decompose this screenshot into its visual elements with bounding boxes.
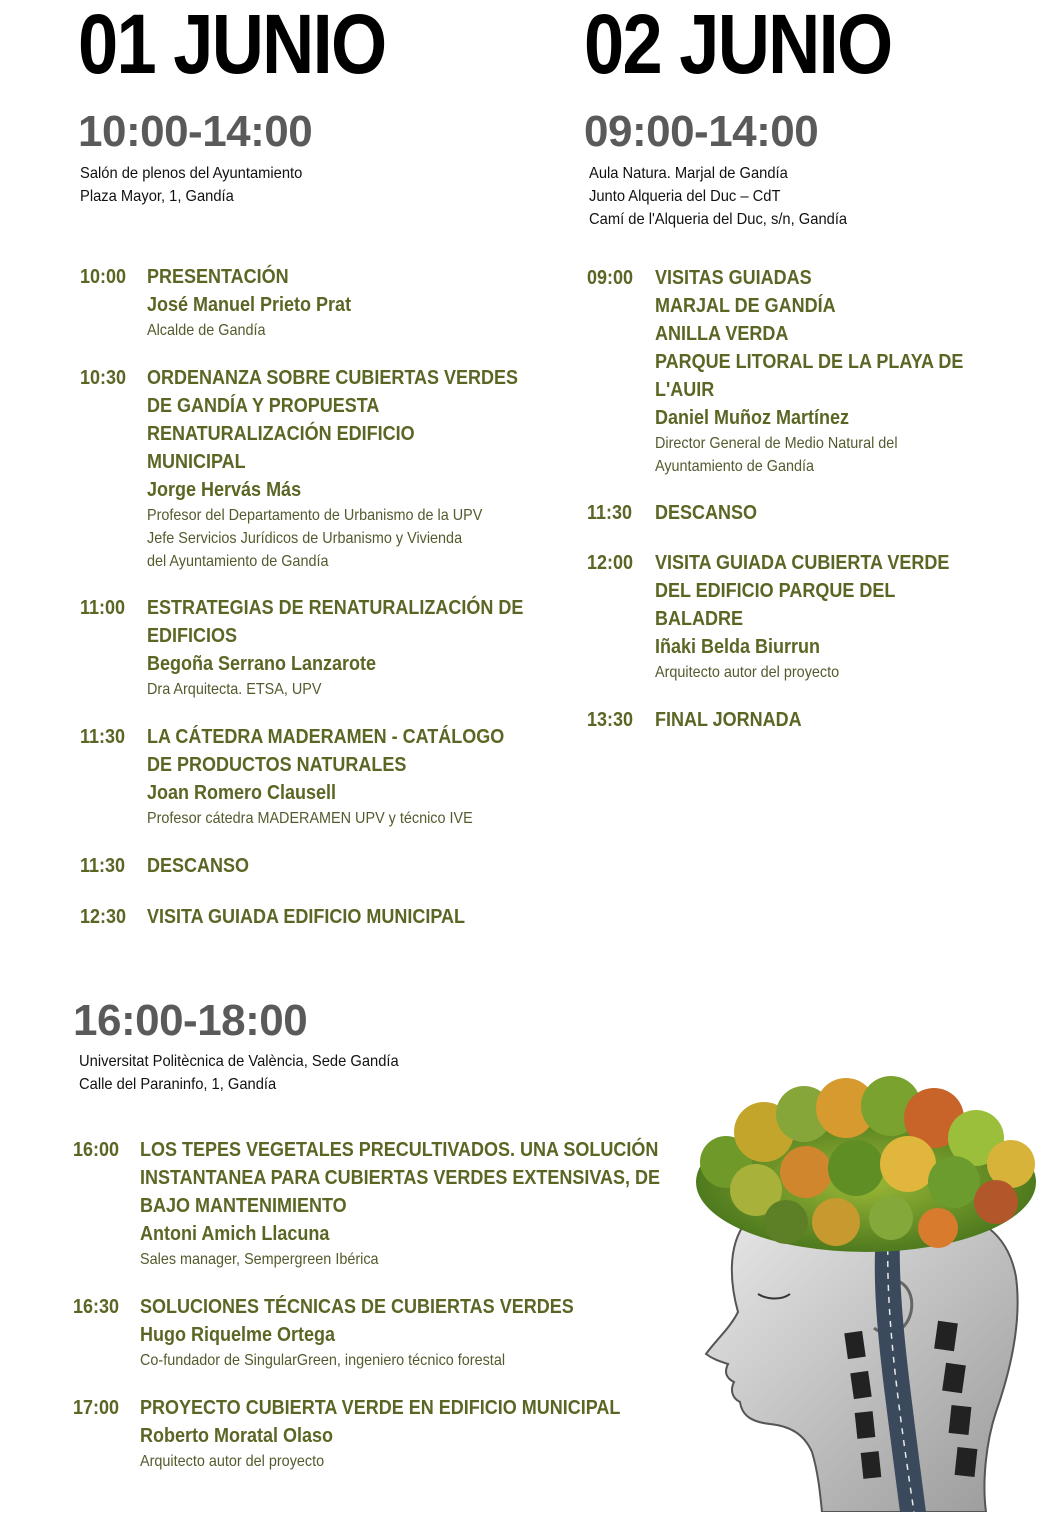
venue-line: Salón de plenos del Ayuntamiento: [80, 165, 303, 182]
item-title-line: DEL EDIFICIO PARQUE DEL: [655, 580, 896, 602]
item-affiliation-line: Arquitecto autor del proyecto: [140, 1453, 325, 1470]
item-time: 11:30: [80, 855, 126, 877]
item-time: 11:30: [80, 726, 126, 748]
item-title-line: INSTANTANEA PARA CUBIERTAS VERDES EXTENSIVAS, DE: [140, 1167, 661, 1189]
item-affiliation-line: Alcalde de Gandía: [147, 322, 266, 339]
item-speaker: Iñaki Belda Biurrun: [655, 636, 821, 658]
item-title-line: PROYECTO CUBIERTA VERDE EN EDIFICIO MUNICIPAL: [140, 1397, 621, 1419]
item-body: [147, 263, 351, 342]
day1-afternoon-venue: [79, 1050, 399, 1096]
venue-line: Camí de l'Alqueria del Duc, s/n, Gandía: [589, 211, 848, 228]
item-title-line: L'AUIR: [655, 379, 715, 401]
item-speaker: Hugo Riquelme Ortega: [140, 1324, 336, 1346]
item-affiliation-line: Profesor del Departamento de Urbanismo de la UPV: [147, 507, 483, 524]
item-affiliation-line: Jefe Servicios Jurídicos de Urbanismo y Vivienda: [147, 530, 463, 547]
item-title-line: BAJO MANTENIMIENTO: [140, 1195, 347, 1217]
item-title-line: VISITA GUIADA EDIFICIO MUNICIPAL: [147, 906, 466, 928]
item-affiliation-line: Ayuntamiento de Gandía: [655, 458, 815, 475]
item-title-line: PARQUE LITORAL DE LA PLAYA DE: [655, 351, 964, 373]
item-body: [655, 264, 963, 478]
item-body: [655, 499, 757, 527]
day2-morning-venue: [589, 162, 847, 231]
item-body: [147, 723, 504, 830]
venue-line: Calle del Paraninfo, 1, Gandía: [79, 1076, 277, 1093]
day1-heading: 01 JUNIO: [78, 0, 386, 91]
item-title-line: LA CÁTEDRA MADERAMEN - CATÁLOGO: [147, 726, 505, 748]
item-title-line: ORDENANZA SOBRE CUBIERTAS VERDES: [147, 367, 519, 389]
item-body: [147, 903, 465, 931]
item-title-line: SOLUCIONES TÉCNICAS DE CUBIERTAS VERDES: [140, 1296, 574, 1318]
venue-line: Universitat Politècnica de València, Sede Gandía: [79, 1053, 399, 1070]
item-time: 09:00: [587, 267, 634, 289]
item-speaker: José Manuel Prieto Prat: [147, 294, 352, 316]
item-title-line: DE PRODUCTOS NATURALES: [147, 754, 407, 776]
item-time: 11:00: [80, 597, 126, 619]
item-body: [655, 706, 802, 734]
item-time: 16:00: [73, 1139, 120, 1161]
item-title-line: MUNICIPAL: [147, 451, 246, 473]
item-affiliation-line: del Ayuntamiento de Gandía: [147, 553, 329, 570]
day1-morning-venue: [80, 162, 302, 208]
item-body: [147, 852, 249, 880]
item-title-line: MARJAL DE GANDÍA: [655, 295, 836, 317]
item-speaker: Roberto Moratal Olaso: [140, 1425, 334, 1447]
item-body: [655, 549, 949, 684]
day2-morning-time: 09:00-14:00: [584, 107, 819, 156]
venue-line: Aula Natura. Marjal de Gandía: [589, 165, 788, 182]
item-title-line: EDIFICIOS: [147, 625, 238, 647]
item-time: 17:00: [73, 1397, 120, 1419]
item-title-line: DE GANDÍA Y PROPUESTA: [147, 395, 380, 417]
item-affiliation-line: Director General de Medio Natural del: [655, 435, 898, 452]
item-time: 10:30: [80, 367, 127, 389]
item-affiliation-line: Sales manager, Sempergreen Ibérica: [140, 1251, 379, 1268]
item-title-line: PRESENTACIÓN: [147, 266, 289, 288]
item-time: 13:30: [587, 709, 634, 731]
venue-line: Junto Alqueria del Duc – CdT: [589, 188, 781, 205]
day1-afternoon-time: 16:00-18:00: [73, 996, 308, 1045]
item-body: [140, 1293, 574, 1372]
item-body: [147, 594, 523, 701]
item-affiliation-line: Dra Arquitecta. ETSA, UPV: [147, 681, 322, 698]
item-title-line: DESCANSO: [655, 502, 758, 524]
venue-line: Plaza Mayor, 1, Gandía: [80, 188, 234, 205]
item-speaker: Antoni Amich Llacuna: [140, 1223, 330, 1245]
item-title-line: DESCANSO: [147, 855, 250, 877]
item-time: 10:00: [80, 266, 127, 288]
item-title-line: ESTRATEGIAS DE RENATURALIZACIÓN DE: [147, 597, 524, 619]
item-body: [147, 364, 518, 573]
item-affiliation-line: Arquitecto autor del proyecto: [655, 664, 840, 681]
item-title-line: VISITAS GUIADAS: [655, 267, 812, 289]
item-time: 12:30: [80, 906, 127, 928]
day1-morning-time: 10:00-14:00: [78, 107, 313, 156]
item-title-line: BALADRE: [655, 608, 744, 630]
day2-heading: 02 JUNIO: [584, 0, 892, 91]
item-speaker: Begoña Serrano Lanzarote: [147, 653, 377, 675]
item-body: [140, 1394, 620, 1473]
head-with-forest-illustration: [686, 1072, 1045, 1512]
item-body: [140, 1136, 660, 1271]
item-speaker: Daniel Muñoz Martínez: [655, 407, 850, 429]
item-affiliation-line: Co-fundador de SingularGreen, ingeniero técnico forestal: [140, 1352, 506, 1369]
item-speaker: Joan Romero Clausell: [147, 782, 337, 804]
item-time: 12:00: [587, 552, 634, 574]
item-title-line: LOS TEPES VEGETALES PRECULTIVADOS. UNA SOLUCIÓN: [140, 1139, 659, 1161]
item-affiliation-line: Profesor cátedra MADERAMEN UPV y técnico IVE: [147, 810, 473, 827]
item-title-line: FINAL JORNADA: [655, 709, 802, 731]
item-speaker: Jorge Hervás Más: [147, 479, 302, 501]
item-title-line: RENATURALIZACIÓN EDIFICIO: [147, 423, 415, 445]
item-title-line: VISITA GUIADA CUBIERTA VERDE: [655, 552, 950, 574]
item-time: 16:30: [73, 1296, 120, 1318]
item-title-line: ANILLA VERDA: [655, 323, 789, 345]
item-time: 11:30: [587, 502, 633, 524]
